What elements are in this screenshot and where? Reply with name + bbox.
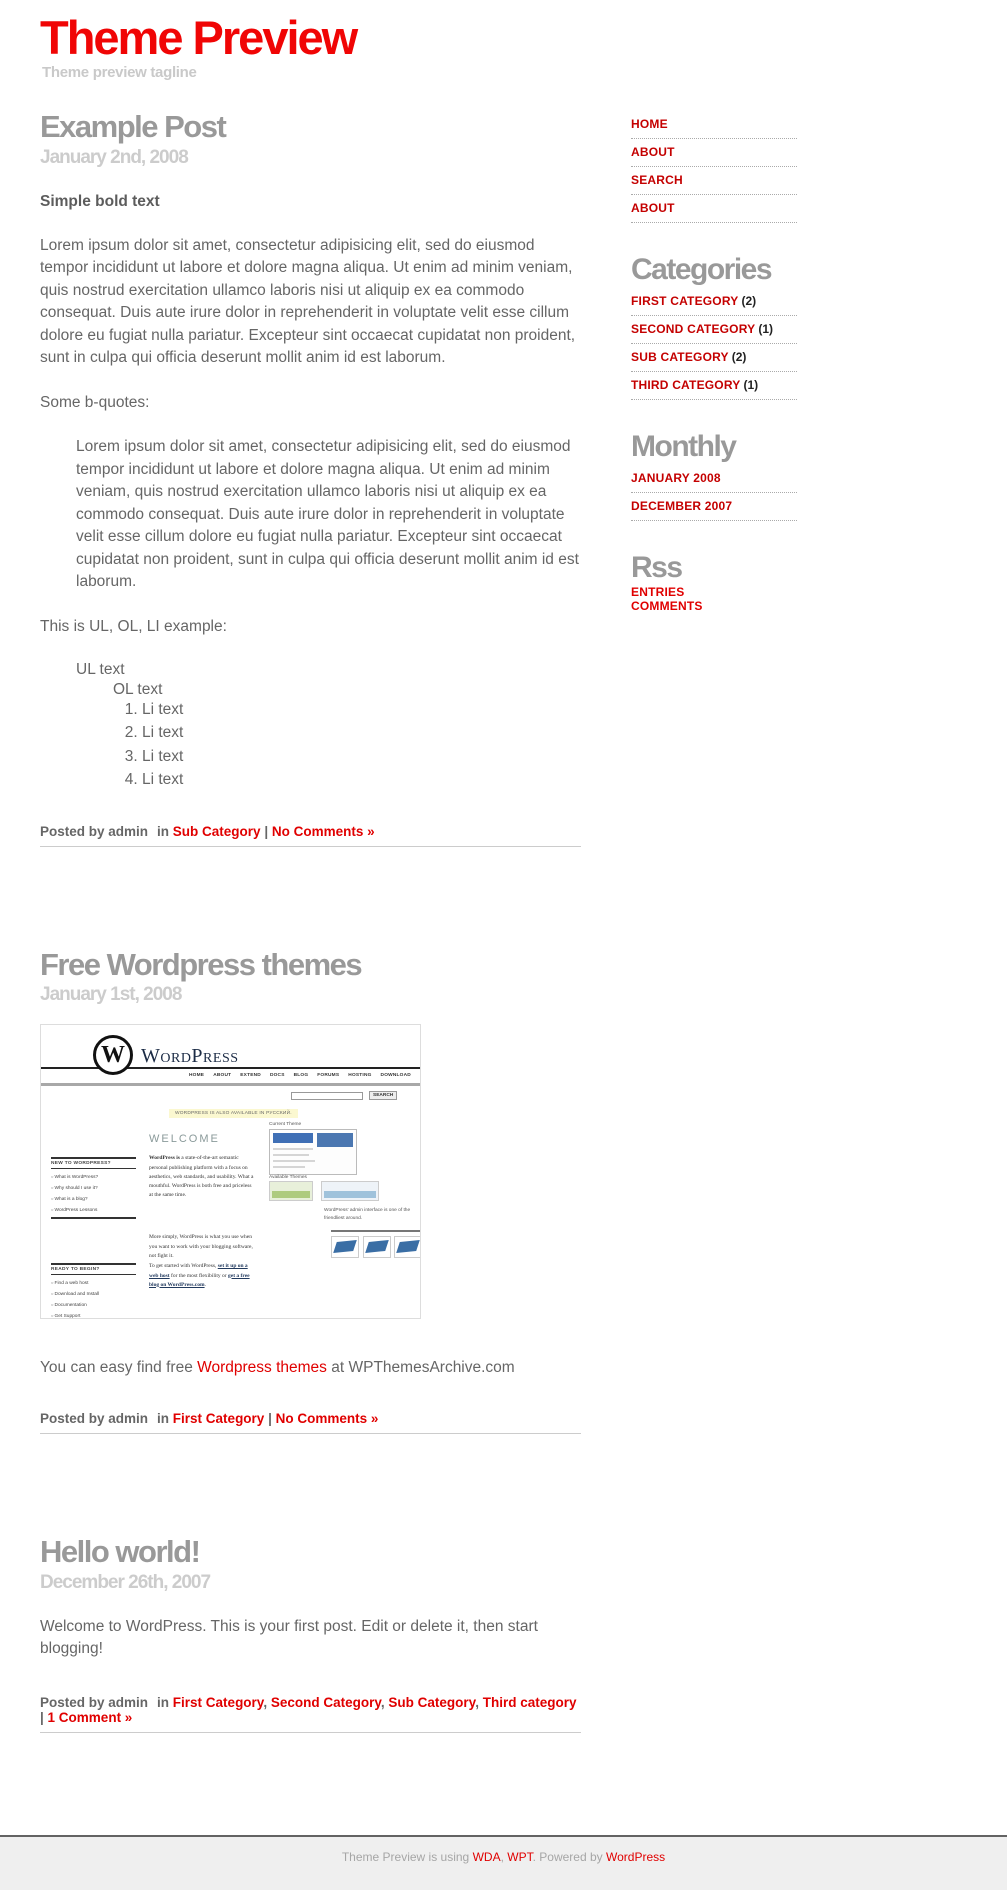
screenshot-theme-header bbox=[317, 1133, 353, 1147]
rss-links bbox=[631, 586, 797, 614]
screenshot-paragraph: WordPress is a state-of-the-art semantic personal publishing platform with a focus on aesthetics, web standards, and usability. What a mouthful. WordPress is both free and priceless at the same time. bbox=[149, 1155, 254, 1198]
category-link-sub-category[interactable]: Sub Category bbox=[172, 823, 261, 839]
screenshot-language-notice: WORDPRESS IS ALSO AVAILABLE IN РУССКИЙ. bbox=[169, 1109, 298, 1118]
wordpress-logo-icon: W bbox=[93, 1035, 133, 1075]
rss-entries-link[interactable]: ENTRIES bbox=[631, 585, 685, 599]
list-item: 1. Li text bbox=[142, 700, 581, 720]
category-link[interactable]: SECOND CATEGORY bbox=[631, 322, 756, 336]
quotes-label: Some b-quotes: bbox=[40, 393, 150, 411]
screenshot-mini-thumbnail bbox=[394, 1236, 421, 1258]
posted-by-text: Posted by admin bbox=[40, 823, 149, 839]
in-text: in bbox=[157, 1411, 170, 1427]
comma-separator: , bbox=[263, 1694, 268, 1710]
comments-link[interactable]: 1 Comment » bbox=[47, 1709, 133, 1725]
content-columns bbox=[40, 111, 1007, 1835]
screenshot-current-theme-label: Current Theme bbox=[269, 1122, 302, 1128]
screenshot-menu-ready-to-begin bbox=[51, 1263, 136, 1319]
screenshot-nav-item: DOWNLOAD bbox=[380, 1073, 411, 1079]
post-paragraph: Lorem ipsum dolor sit amet, consectetur adipisicing elit, sed do eiusmod tempor incididunt ut labore et dolore magna aliqua. Ut enim ad minim veniam, quis nostrud exercitation ullamco laboris nisi ut aliquip ex ea commodo consequat. Duis aute irure dolor in reprehenderit in voluptate velit esse cillum dolore eu fugiat nulla pariatur. Excepteur sint occaecat cupidatat non proident, sunt in culpa qui officia deserunt mollit anim id est laborum. bbox=[40, 237, 576, 367]
category-link-sub-category[interactable]: Sub Category bbox=[388, 1694, 476, 1710]
screenshot-mini-thumbnail bbox=[331, 1236, 359, 1258]
main-column bbox=[40, 111, 581, 1835]
screenshot-nav-item: FORUMS bbox=[317, 1073, 340, 1079]
posted-by-text: Posted by admin bbox=[40, 1411, 149, 1427]
blockquote: Lorem ipsum dolor sit amet, consectetur adipisicing elit, sed do eiusmod tempor incididunt ut labore et dolore magna aliqua. Ut enim ad minim veniam, quis nostrud exercitation ullamco laboris nisi ut aliquip ex ea commodo consequat. Duis aute irure dolor in reprehenderit in voluptate velit esse cillum dolore eu fugiat nulla pariatur. Excepteur sint occaecat cupidatat non proident, sunt in culpa qui officia deserunt mollit anim id est laborum. bbox=[76, 438, 579, 591]
post-body bbox=[40, 191, 581, 790]
screenshot-nav-item: HOME bbox=[189, 1073, 205, 1079]
monthly-row bbox=[631, 493, 797, 521]
in-text: in bbox=[157, 823, 170, 839]
footer-link-wordpress[interactable]: WordPress bbox=[606, 1849, 666, 1864]
category-link[interactable]: SUB CATEGORY bbox=[631, 350, 729, 364]
comments-link[interactable]: No Comments » bbox=[275, 1411, 379, 1427]
post-date: December 26th, 2007 bbox=[40, 1571, 211, 1593]
screenshot-menu-item: ○ Find a web host bbox=[51, 1280, 136, 1286]
footer bbox=[0, 1835, 1007, 1890]
screenshot-theme-thumbnail bbox=[321, 1181, 379, 1201]
footer-comma: , bbox=[500, 1849, 504, 1864]
comments-link[interactable]: No Comments » bbox=[271, 823, 375, 839]
post-meta bbox=[40, 1411, 581, 1434]
category-row bbox=[631, 344, 797, 372]
screenshot-mini-thumbnail bbox=[363, 1236, 391, 1258]
screenshot-nav bbox=[189, 1073, 411, 1078]
pipe-separator: | bbox=[268, 1411, 272, 1427]
categories-heading: Categories bbox=[631, 253, 772, 286]
category-link[interactable]: THIRD CATEGORY bbox=[631, 378, 741, 392]
monthly-list bbox=[631, 465, 797, 521]
footer-text: Theme Preview is using bbox=[341, 1849, 470, 1864]
post-title[interactable]: Example Post bbox=[40, 109, 226, 144]
monthly-row bbox=[631, 465, 797, 493]
list-item: 2. Li text bbox=[142, 723, 581, 743]
screenshot-menu-item: ○ Why should I use it? bbox=[51, 1185, 136, 1191]
screenshot-current-theme-box bbox=[269, 1129, 357, 1175]
ordered-list bbox=[102, 700, 581, 790]
list-item: 3. Li text bbox=[142, 747, 581, 767]
screenshot-nav-item: DOCS bbox=[269, 1073, 285, 1079]
screenshot-welcome-heading: WELCOME bbox=[149, 1133, 220, 1146]
category-count: (1) bbox=[758, 322, 774, 336]
sidebar-item-search[interactable]: SEARCH bbox=[631, 167, 797, 195]
ul-list-item: UL text bbox=[76, 661, 125, 679]
site-tagline: Theme preview tagline bbox=[42, 64, 197, 81]
sidebar-item-about[interactable]: ABOUT bbox=[631, 139, 797, 167]
comma-separator: , bbox=[475, 1694, 479, 1710]
monthly-heading: Monthly bbox=[631, 430, 736, 463]
sidebar bbox=[631, 111, 797, 1835]
rss-heading: Rss bbox=[631, 551, 682, 584]
ol-list-item: OL text bbox=[113, 681, 163, 699]
screenshot-available-themes-label: Available Themes bbox=[269, 1175, 307, 1181]
screenshot-menu-title: READY TO BEGIN? bbox=[51, 1263, 136, 1275]
categories-list bbox=[631, 288, 797, 400]
screenshot-nav-item: BLOG bbox=[293, 1073, 309, 1079]
screenshot-menu-item: ○ What is a blog? bbox=[51, 1196, 136, 1202]
post-body bbox=[40, 1616, 581, 1661]
list-label: This is UL, OL, LI example: bbox=[40, 617, 227, 635]
footer-link-wda[interactable]: WDA bbox=[472, 1849, 501, 1864]
archive-link-january-2008[interactable]: JANUARY 2008 bbox=[631, 471, 721, 485]
archive-link-december-2007[interactable]: DECEMBER 2007 bbox=[631, 499, 733, 513]
footer-link-wpt[interactable]: WPT bbox=[507, 1849, 533, 1864]
sidebar-item-home[interactable]: HOME bbox=[631, 111, 797, 139]
pipe-separator: | bbox=[40, 1709, 44, 1725]
screenshot-menu-item: ○ Get Support bbox=[51, 1313, 136, 1319]
screenshot-menu-item: ○ Documentation bbox=[51, 1302, 136, 1308]
post-free-wordpress-themes bbox=[40, 946, 581, 1435]
site-title[interactable]: Theme Preview bbox=[40, 11, 357, 64]
screenshot-caption: WordPress' admin interface is one of the friendliest around. bbox=[324, 1208, 411, 1221]
screenshot-menu-item: ○ WordPress Lessons bbox=[51, 1207, 136, 1213]
screenshot-nav-item: ABOUT bbox=[213, 1073, 232, 1079]
category-link[interactable]: FIRST CATEGORY bbox=[631, 294, 739, 308]
screenshot-link: set it up on a web host bbox=[149, 1263, 248, 1279]
post-caption-line: You can easy find free Wordpress themes at WPThemesArchive.com bbox=[40, 1359, 515, 1377]
posted-by-text: Posted by admin bbox=[40, 1694, 149, 1710]
screenshot-divider bbox=[331, 1230, 421, 1232]
category-count: (1) bbox=[743, 378, 759, 392]
screenshot-menu-new-to-wordpress bbox=[51, 1157, 136, 1219]
screenshot-bold-text: WordPress is bbox=[149, 1155, 180, 1162]
post-title[interactable]: Free Wordpress themes bbox=[40, 946, 362, 982]
screenshot-paragraph: To get started with WordPress, set it up on a web host for the most flexibility or get a free blog on WordPress.com. bbox=[149, 1263, 250, 1288]
screenshot-menu-item: ○ Download and Install bbox=[51, 1291, 136, 1297]
category-row bbox=[631, 316, 797, 344]
screenshot-menu-item: ○ What is WordPress? bbox=[51, 1174, 136, 1180]
post-title[interactable]: Hello world! bbox=[40, 1534, 200, 1570]
screenshot-menu-title: NEW TO WORDPRESS? bbox=[51, 1157, 136, 1169]
footer-mid-text: . Powered by bbox=[532, 1849, 603, 1864]
post-meta bbox=[40, 824, 581, 847]
list-item: 4. Li text bbox=[142, 770, 581, 790]
post-date: January 2nd, 2008 bbox=[40, 146, 188, 168]
bold-text-line: Simple bold text bbox=[40, 192, 160, 210]
category-link-second-category[interactable]: Second Category bbox=[270, 1694, 381, 1710]
screenshot-theme-thumbnail bbox=[269, 1181, 313, 1201]
rss-comments-link[interactable]: COMMENTS bbox=[631, 598, 703, 613]
comma-separator: , bbox=[380, 1694, 385, 1710]
wordpress-themes-link[interactable]: Wordpress themes bbox=[197, 1359, 327, 1377]
sidebar-item-about-2[interactable]: ABOUT bbox=[631, 195, 797, 223]
in-text: in bbox=[157, 1694, 170, 1710]
screenshot-paragraph: More simply, WordPress is what you use when you want to work with your blogging software, not fight it. bbox=[149, 1234, 253, 1259]
post-meta bbox=[40, 1695, 581, 1733]
post-paragraph: Welcome to WordPress. This is your first post. Edit or delete it, then start blogging! bbox=[40, 1617, 538, 1658]
post-hello-world bbox=[40, 1536, 581, 1732]
category-row bbox=[631, 288, 797, 316]
post-date: January 1st, 2008 bbox=[40, 984, 182, 1006]
screenshot-search-input bbox=[291, 1092, 363, 1100]
category-link-first-category[interactable]: First Category bbox=[172, 1411, 265, 1427]
screenshot-theme-thumb bbox=[273, 1133, 313, 1143]
wordpress-wordmark: WordPress bbox=[141, 1045, 239, 1068]
category-row bbox=[631, 372, 797, 400]
sidebar-nav bbox=[631, 111, 797, 223]
screenshot-link: get a free blog on WordPress.com bbox=[149, 1272, 250, 1288]
category-count: (2) bbox=[731, 350, 747, 364]
category-link-third-category[interactable]: Third category bbox=[482, 1694, 577, 1710]
screenshot-gray-bar bbox=[41, 1083, 420, 1086]
category-count: (2) bbox=[741, 294, 757, 308]
wordpress-site-screenshot bbox=[40, 1024, 421, 1319]
screenshot-search-button: SEARCH bbox=[369, 1091, 397, 1100]
category-link-first-category[interactable]: First Category bbox=[172, 1694, 264, 1710]
screenshot-nav-item: HOSTING bbox=[348, 1073, 372, 1079]
pipe-separator: | bbox=[264, 823, 269, 839]
post-example-post bbox=[40, 111, 581, 847]
screenshot-nav-item: EXTEND bbox=[240, 1073, 261, 1079]
